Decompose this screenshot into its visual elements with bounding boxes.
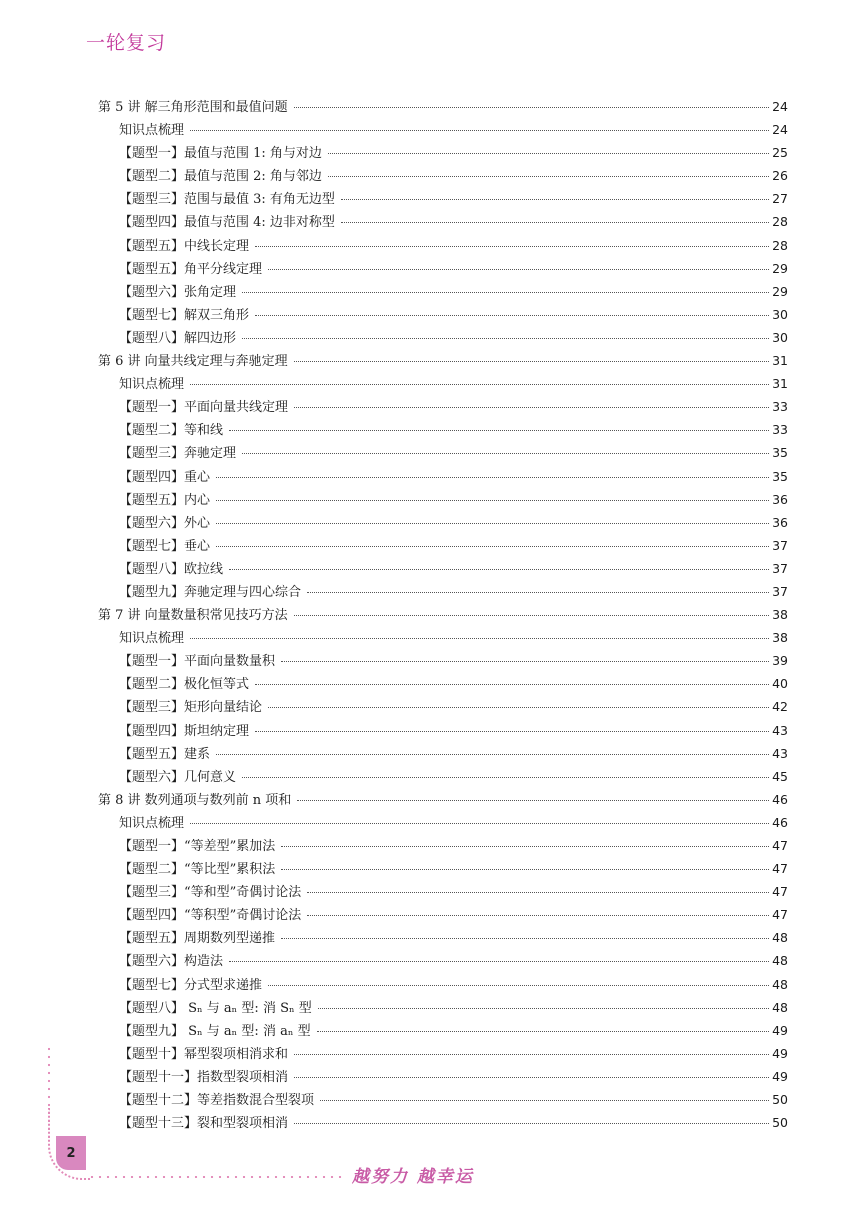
toc-entry-page: 45 <box>772 768 788 784</box>
toc-section-entry[interactable] <box>98 257 788 280</box>
toc-section-entry[interactable] <box>98 372 788 395</box>
toc-leader-dots <box>307 914 769 916</box>
toc-entry-page: 24 <box>772 99 788 114</box>
toc-leader-dots <box>294 406 769 408</box>
toc-leader-dots <box>216 499 769 501</box>
toc-entry-label: 【题型五】中线长定理 <box>119 238 250 254</box>
toc-entry-label: 【题型七】分式型求递推 <box>119 977 263 993</box>
toc-entry-label: 【题型二】等和线 <box>119 423 224 439</box>
toc-section-entry[interactable] <box>98 234 788 257</box>
toc-section-entry[interactable] <box>98 395 788 418</box>
toc-entry-label: 【题型九】 Sₙ 与 aₙ 型: 消 aₙ 型 <box>119 1023 311 1039</box>
toc-entry-label: 【题型二】“等比型”累积法 <box>119 862 276 878</box>
toc-section-entry[interactable] <box>98 857 788 880</box>
toc-entry-label: 【题型一】最值与范围 1: 角与对边 <box>119 146 322 162</box>
toc-entry-label: 【题型三】奔驰定理 <box>119 446 237 462</box>
toc-leader-dots <box>255 314 769 316</box>
toc-chapter-entry[interactable] <box>98 95 788 118</box>
toc-chapter-entry[interactable] <box>98 788 788 811</box>
toc-entry-page: 33 <box>772 399 788 415</box>
toc-leader-dots <box>294 360 769 362</box>
toc-entry-page: 37 <box>772 583 788 599</box>
page-number: 2 <box>56 1136 86 1170</box>
toc-leader-dots <box>242 291 769 293</box>
toc-section-entry[interactable] <box>98 303 788 326</box>
toc-leader-dots <box>268 268 769 270</box>
toc-entry-page: 35 <box>772 445 788 461</box>
toc-entry-page: 36 <box>772 514 788 530</box>
toc-leader-dots <box>294 1076 769 1078</box>
toc-leader-dots <box>216 753 769 755</box>
toc-section-entry[interactable] <box>98 649 788 672</box>
toc-entry-page: 50 <box>772 1092 788 1108</box>
toc-entry-label: 【题型十二】等差指数混合型裂项 <box>119 1093 315 1109</box>
toc-leader-dots <box>341 221 769 223</box>
toc-entry-page: 42 <box>772 699 788 715</box>
toc-entry-page: 46 <box>772 791 788 807</box>
toc-section-entry[interactable] <box>98 742 788 765</box>
toc-section-entry[interactable] <box>98 880 788 903</box>
toc-entry-page: 49 <box>772 1022 788 1038</box>
toc-leader-dots <box>341 198 769 200</box>
toc-leader-dots <box>281 845 769 847</box>
toc-leader-dots <box>294 614 769 616</box>
toc-entry-label: 【题型十】幂型裂项相消求和 <box>119 1046 289 1062</box>
toc-entry-page: 47 <box>772 907 788 923</box>
toc-section-entry[interactable] <box>98 534 788 557</box>
toc-leader-dots <box>190 383 769 385</box>
toc-entry-label: 【题型五】角平分线定理 <box>119 261 263 277</box>
toc-leader-dots <box>318 1007 769 1009</box>
toc-entry-label: 【题型八】 Sₙ 与 aₙ 型: 消 Sₙ 型 <box>119 1000 312 1016</box>
toc-entry-page: 31 <box>772 353 788 369</box>
toc-leader-dots <box>216 522 769 524</box>
toc-entry-page: 49 <box>772 1045 788 1061</box>
toc-entry-label: 第 5 讲 解三角形范围和最值问题 <box>98 100 288 115</box>
toc-entry-page: 39 <box>772 653 788 669</box>
toc-entry-label: 【题型十一】指数型裂项相消 <box>119 1069 289 1085</box>
toc-entry-label: 【题型一】平面向量共线定理 <box>119 400 289 416</box>
toc-entry-page: 35 <box>772 468 788 484</box>
toc-entry-page: 49 <box>772 1068 788 1084</box>
toc-section-entry[interactable] <box>98 280 788 303</box>
toc-leader-dots <box>297 799 769 801</box>
toc-leader-dots <box>216 545 769 547</box>
toc-section-entry[interactable] <box>98 418 788 441</box>
toc-section-entry[interactable] <box>98 926 788 949</box>
toc-chapter-entry[interactable] <box>98 349 788 372</box>
toc-entry-page: 50 <box>772 1115 788 1131</box>
toc-section-entry[interactable] <box>98 511 788 534</box>
toc-leader-dots <box>229 568 769 570</box>
toc-entry-label: 【题型六】几何意义 <box>119 769 237 785</box>
toc-entry-label: 【题型二】极化恒等式 <box>119 677 250 693</box>
toc-section-entry[interactable] <box>98 1042 788 1065</box>
toc-entry-page: 36 <box>772 491 788 507</box>
toc-entry-page: 47 <box>772 838 788 853</box>
toc-entry-label: 【题型七】解双三角形 <box>119 307 250 323</box>
toc-leader-dots <box>268 706 769 708</box>
toc-entry-label: 【题型七】垂心 <box>119 538 211 554</box>
toc-entry-page: 48 <box>772 999 788 1015</box>
toc-section-entry[interactable] <box>98 441 788 464</box>
toc-chapter-entry[interactable] <box>98 603 788 626</box>
toc-leader-dots <box>242 452 769 454</box>
toc-leader-dots <box>320 1099 769 1101</box>
toc-entry-label: 【题型五】内心 <box>119 492 211 508</box>
toc-entry-label: 【题型三】范围与最值 3: 有角无边型 <box>119 192 335 208</box>
toc-entry-label: 【题型四】最值与范围 4: 边非对称型 <box>119 215 335 231</box>
toc-entry-page: 43 <box>772 722 788 738</box>
toc-section-entry[interactable] <box>98 949 788 972</box>
toc-entry-page: 26 <box>772 168 788 184</box>
toc-section-entry[interactable] <box>98 557 788 580</box>
toc-entry-page: 47 <box>772 861 788 877</box>
toc-entry-page: 37 <box>772 537 788 553</box>
toc-leader-dots <box>242 337 769 339</box>
toc-section-entry[interactable] <box>98 1019 788 1042</box>
toc-entry-page: 38 <box>772 607 788 623</box>
toc-entry-label: 【题型十三】裂和型裂项相消 <box>119 1116 289 1132</box>
toc-leader-dots <box>242 776 769 778</box>
toc-section-entry[interactable] <box>98 164 788 187</box>
toc-leader-dots <box>268 984 769 986</box>
toc-entry-label: 知识点梳理 <box>119 815 185 831</box>
toc-section-entry[interactable] <box>98 695 788 718</box>
toc-section-entry[interactable] <box>98 1088 788 1111</box>
table-of-contents <box>98 95 788 1134</box>
toc-entry-page: 30 <box>772 329 788 345</box>
toc-entry-label: 【题型二】最值与范围 2: 角与邻边 <box>119 169 322 185</box>
toc-section-entry[interactable] <box>98 672 788 695</box>
toc-section-entry[interactable] <box>98 580 788 603</box>
toc-section-entry[interactable] <box>98 141 788 164</box>
toc-entry-page: 37 <box>772 560 788 576</box>
toc-leader-dots <box>255 245 769 247</box>
toc-leader-dots <box>317 1030 770 1032</box>
toc-entry-label: 【题型六】外心 <box>119 515 211 531</box>
toc-leader-dots <box>328 152 769 154</box>
toc-entry-label: 【题型三】“等和型”奇偶讨论法 <box>119 885 302 901</box>
toc-entry-page: 46 <box>772 814 788 830</box>
footer-slogan: 越努力 越幸运 <box>352 1167 474 1187</box>
toc-leader-dots <box>307 591 769 593</box>
toc-leader-dots <box>281 937 769 939</box>
toc-section-entry[interactable] <box>98 996 788 1019</box>
toc-entry-label: 【题型六】张角定理 <box>119 284 237 300</box>
toc-leader-dots <box>190 637 769 639</box>
toc-section-entry[interactable] <box>98 118 788 141</box>
toc-entry-page: 24 <box>772 122 788 138</box>
toc-section-entry[interactable] <box>98 719 788 742</box>
toc-entry-label: 【题型九】奔驰定理与四心综合 <box>119 584 302 600</box>
toc-leader-dots <box>190 822 769 824</box>
toc-entry-page: 29 <box>772 283 788 299</box>
toc-section-entry[interactable] <box>98 1111 788 1134</box>
toc-entry-page: 25 <box>772 145 788 161</box>
toc-entry-page: 40 <box>772 676 788 692</box>
toc-section-entry[interactable] <box>98 465 788 488</box>
toc-section-entry[interactable] <box>98 973 788 996</box>
toc-leader-dots <box>255 730 769 732</box>
toc-entry-label: 知识点梳理 <box>119 123 185 139</box>
toc-entry-page: 28 <box>772 237 788 253</box>
toc-entry-page: 29 <box>772 260 788 276</box>
toc-entry-label: 第 8 讲 数列通项与数列前 n 项和 <box>98 792 292 808</box>
toc-entry-label: 【题型四】“等积型”奇偶讨论法 <box>119 908 302 924</box>
toc-entry-label: 【题型三】矩形向量结论 <box>119 700 263 716</box>
toc-entry-label: 【题型一】“等差型”累加法 <box>119 839 276 854</box>
toc-entry-label: 知识点梳理 <box>119 377 185 393</box>
toc-leader-dots <box>229 429 769 431</box>
toc-leader-dots <box>190 129 769 131</box>
toc-entry-label: 【题型八】解四边形 <box>119 330 237 346</box>
toc-entry-page: 28 <box>772 214 788 230</box>
toc-section-entry[interactable] <box>98 626 788 649</box>
toc-leader-dots <box>294 1122 769 1124</box>
toc-entry-label: 【题型四】斯坦纳定理 <box>119 723 250 739</box>
toc-entry-label: 【题型四】重心 <box>119 469 211 485</box>
toc-leader-dots <box>255 683 769 685</box>
toc-entry-label: 【题型一】平面向量数量积 <box>119 654 276 670</box>
toc-entry-page: 48 <box>772 953 788 969</box>
toc-entry-page: 27 <box>772 191 788 207</box>
toc-section-entry[interactable] <box>98 903 788 926</box>
toc-leader-dots <box>216 476 769 478</box>
toc-section-entry[interactable] <box>98 488 788 511</box>
toc-entry-label: 第 6 讲 向量共线定理与奔驰定理 <box>98 354 288 370</box>
toc-entry-label: 第 7 讲 向量数量积常见技巧方法 <box>98 608 288 624</box>
toc-entry-label: 【题型五】建系 <box>119 746 211 762</box>
toc-leader-dots <box>294 1053 769 1055</box>
toc-entry-page: 48 <box>772 976 788 992</box>
toc-entry-page: 33 <box>772 422 788 438</box>
toc-section-entry[interactable] <box>98 811 788 834</box>
toc-entry-page: 38 <box>772 630 788 646</box>
header-title: 一轮复习 <box>86 32 167 54</box>
toc-entry-page: 48 <box>772 930 788 946</box>
toc-entry-label: 【题型五】周期数列型递推 <box>119 931 276 947</box>
toc-section-entry[interactable] <box>98 210 788 233</box>
toc-leader-dots <box>328 175 769 177</box>
toc-entry-page: 43 <box>772 745 788 761</box>
toc-leader-dots <box>281 868 769 870</box>
toc-entry-page: 30 <box>772 306 788 322</box>
toc-leader-dots <box>307 891 769 893</box>
toc-entry-page: 47 <box>772 884 788 900</box>
toc-entry-page: 31 <box>772 376 788 392</box>
toc-section-entry[interactable] <box>98 834 788 857</box>
toc-section-entry[interactable] <box>98 326 788 349</box>
toc-entry-label: 知识点梳理 <box>119 631 185 647</box>
footer-decoration-line <box>88 1176 343 1178</box>
toc-section-entry[interactable] <box>98 765 788 788</box>
toc-leader-dots <box>281 660 769 662</box>
toc-entry-label: 【题型六】构造法 <box>119 954 224 970</box>
toc-leader-dots <box>294 106 769 108</box>
toc-entry-label: 【题型八】欧拉线 <box>119 561 224 577</box>
toc-leader-dots <box>229 960 769 962</box>
toc-section-entry[interactable] <box>98 187 788 210</box>
toc-section-entry[interactable] <box>98 1065 788 1088</box>
